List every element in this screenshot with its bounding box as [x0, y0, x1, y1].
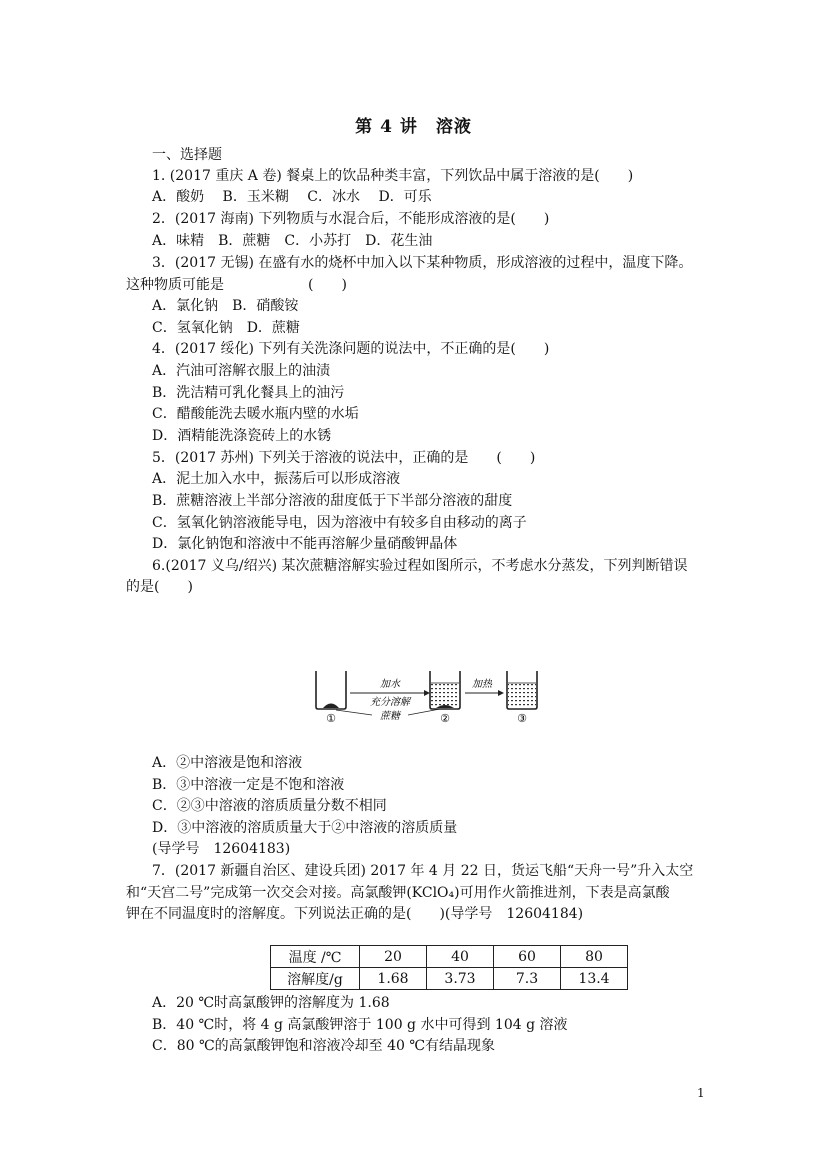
arrow-2-label: 加热 — [472, 679, 492, 690]
table-cell: 1.68 — [360, 968, 427, 990]
table-cell: 7.3 — [494, 968, 561, 990]
section-heading: 一、选择题 — [152, 147, 222, 163]
question-5-stem: 5．(2017 苏州) 下列关于溶液的说法中，正确的是 ( ) — [152, 450, 536, 466]
question-4-option-d: D．酒精能洗涤瓷砖上的水锈 — [152, 428, 332, 444]
question-1-options: A．酸奶 B．玉米糊 C．冰水 D．可乐 — [152, 189, 432, 205]
question-6-option-c: C．②③中溶液的溶质质量分数不相同 — [152, 798, 387, 814]
page-number: 1 — [697, 1086, 705, 1100]
question-5-option-b: B．蔗糖溶液上半部分溶液的甜度低于下半部分溶液的甜度 — [152, 493, 513, 509]
beaker-1-label: ① — [326, 712, 336, 725]
arrow-2-head — [498, 690, 504, 696]
question-7-option-a: A．20 ℃时高氯酸钾的溶解度为 1.68 — [152, 995, 390, 1011]
question-3-stem-line2: 这种物质可能是 ( ) — [126, 277, 347, 293]
table-header-temperature: 温度 /℃ — [271, 946, 360, 968]
question-4-option-b: B．洗洁精可乳化餐具上的油污 — [152, 385, 345, 401]
question-2-stem: 2．(2017 海南) 下列物质与水混合后，不能形成溶液的是( ) — [152, 211, 550, 227]
question-4-option-c: C．醋酸能洗去暖水瓶内壁的水垢 — [152, 406, 359, 422]
question-4-stem: 4．(2017 绥化) 下列有关洗涤问题的说法中，不正确的是( ) — [152, 341, 550, 357]
question-2-options: A．味精 B．蔗糖 C．小苏打 D．花生油 — [152, 233, 433, 249]
page-title: 第 4 讲 溶液 — [355, 117, 472, 137]
table-cell: 20 — [360, 946, 427, 968]
question-6-guide-number: (导学号 12604183) — [152, 841, 291, 857]
question-3-option-cd: C．氢氧化钠 D．蔗糖 — [152, 320, 300, 336]
arrow-1-head — [424, 690, 430, 696]
question-7-stem-line1: 7．(2017 新疆自治区、建设兵团) 2017 年 4 月 22 日，货运飞船“天舟一号”升入太空 — [152, 863, 694, 879]
question-6-option-d: D．③中溶液的溶质质量大于②中溶液的溶质质量 — [152, 820, 458, 836]
question-1-stem: 1. (2017 重庆 A 卷) 餐桌上的饮品种类丰富，下列饮品中属于溶液的是( ) — [152, 168, 634, 184]
sugar-pointer-left — [336, 710, 372, 715]
table-cell: 60 — [494, 946, 561, 968]
solubility-table — [270, 945, 628, 990]
question-6-stem-line1: 6.(2017 义乌/绍兴) 某次蔗糖溶解实验过程如图所示，不考虑水分蒸发，下列判断错误 — [152, 558, 688, 574]
question-7-stem-line3: 钾在不同温度时的溶解度。下列说法正确的是( )(导学号 12604184) — [126, 906, 584, 922]
question-7-option-b: B．40 ℃时，将 4 g 高氯酸钾溶于 100 g 水中可得到 104 g 溶液 — [152, 1017, 568, 1033]
question-5-option-c: C．氢氧化钠溶液能导电，因为溶液中有较多自由移动的离子 — [152, 515, 527, 531]
question-3-stem-line1: 3．(2017 无锡) 在盛有水的烧杯中加入以下某种物质，形成溶液的过程中，温度下降。 — [152, 255, 693, 271]
beaker-3-label: ③ — [517, 712, 527, 725]
sugar-label: 蔗糖 — [380, 711, 400, 722]
question-4-option-a: A．汽油可溶解衣服上的油渍 — [152, 363, 331, 379]
question-6-option-b: B．③中溶液一定是不饱和溶液 — [152, 777, 345, 793]
table-cell: 13.4 — [561, 968, 628, 990]
arrow-1-bottom-label: 充分溶解 — [370, 697, 410, 708]
beaker-2-label: ② — [440, 712, 450, 725]
question-6-stem-line2: 的是( ) — [126, 579, 193, 595]
arrow-1-top-label: 加水 — [380, 679, 400, 690]
beaker-3-solution — [508, 683, 536, 708]
beaker-2-solution — [431, 683, 459, 708]
table-cell: 40 — [427, 946, 494, 968]
question-7-option-c: C．80 ℃的高氯酸钾饱和溶液冷却至 40 ℃有结晶现象 — [152, 1038, 496, 1054]
question-7-stem-line2: 和“天宫二号”完成第一次交会对接。高氯酸钾(KClO₄)可用作火箭推进剂，下表是高氯酸 — [126, 885, 670, 901]
sugar-pile-1 — [323, 704, 339, 709]
table-row-temperature — [271, 946, 628, 968]
table-cell: 80 — [561, 946, 628, 968]
beaker-1 — [316, 671, 346, 709]
question-5-option-d: D．氯化钠饱和溶液中不能再溶解少量硝酸钾晶体 — [152, 536, 458, 552]
sugar-pointer-right — [408, 709, 440, 715]
question-5-option-a: A．泥土加入水中，振荡后可以形成溶液 — [152, 471, 401, 487]
question-3-option-ab: A．氯化钠 B．硝酸铵 — [152, 298, 299, 314]
table-header-solubility: 溶解度/g — [271, 968, 360, 990]
table-row-solubility — [271, 968, 628, 990]
question-6-option-a: A．②中溶液是饱和溶液 — [152, 755, 303, 771]
table-cell: 3.73 — [427, 968, 494, 990]
dissolution-experiment-figure — [310, 663, 545, 725]
